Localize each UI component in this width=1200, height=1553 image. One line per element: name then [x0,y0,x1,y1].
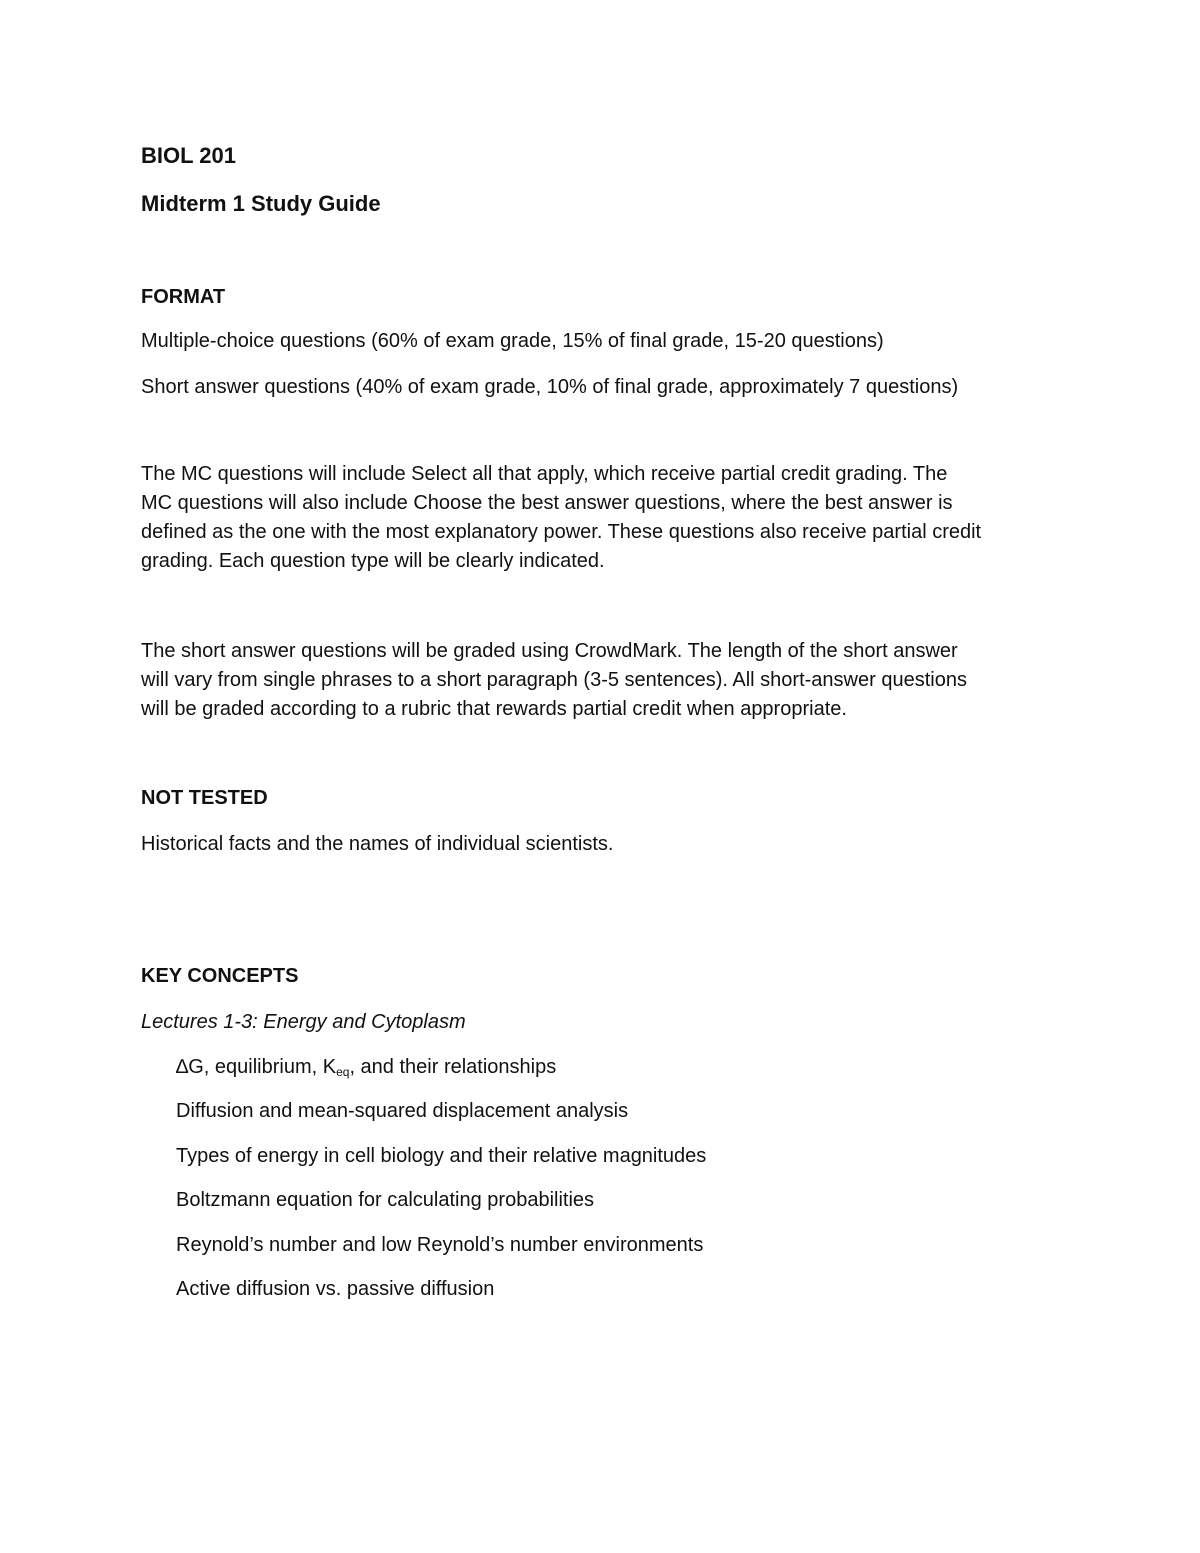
sa-paragraph-line: will vary from single phrases to a short paragraph (3-5 sentences). All short-answer questions [141,669,967,691]
concept-item-suffix: , and their relationships [349,1056,557,1078]
concept-item [176,1053,556,1081]
document-title: Midterm 1 Study Guide [141,191,381,216]
format-heading: FORMAT [141,286,226,308]
mc-paragraph-line: defined as the one with the most explanatory power. These questions also receive partial credit [141,521,982,543]
mc-format-line: Multiple-choice questions (60% of exam grade, 15% of final grade, 15-20 questions) [141,330,884,352]
mc-paragraph-line: The MC questions will include Select all that apply, which receive partial credit grading. The [141,463,948,485]
not-tested-text: Historical facts and the names of individual scientists. [141,833,614,855]
mc-paragraph-line: MC questions will also include Choose the best answer questions, where the best answer is [141,492,953,514]
concept-item: Active diffusion vs. passive diffusion [176,1278,495,1300]
mc-paragraph-line: grading. Each question type will be clearly indicated. [141,550,605,572]
sa-paragraph-line: will be graded according to a rubric that rewards partial credit when appropriate. [141,698,847,720]
concept-item-subscript: eq [336,1065,350,1079]
concept-item: Types of energy in cell biology and their relative magnitudes [176,1145,707,1167]
sa-paragraph [141,637,1071,724]
lecture-section-title: Lectures 1-3: Energy and Cytoplasm [141,1011,466,1033]
concept-item: Boltzmann equation for calculating probabilities [176,1189,595,1211]
key-concepts-heading: KEY CONCEPTS [141,965,299,987]
mc-paragraph [141,460,1071,576]
sa-format-line: Short answer questions (40% of exam grade, 10% of final grade, approximately 7 questions) [141,376,959,398]
concept-item-prefix: ∆G, equilibrium, K [176,1056,337,1078]
not-tested-heading: NOT TESTED [141,787,268,809]
course-code: BIOL 201 [141,143,236,168]
concept-item: Diffusion and mean-squared displacement analysis [176,1100,629,1122]
concept-item: Reynold’s number and low Reynold’s number environments [176,1234,704,1256]
sa-paragraph-line: The short answer questions will be graded using CrowdMark. The length of the short answer [141,640,958,662]
